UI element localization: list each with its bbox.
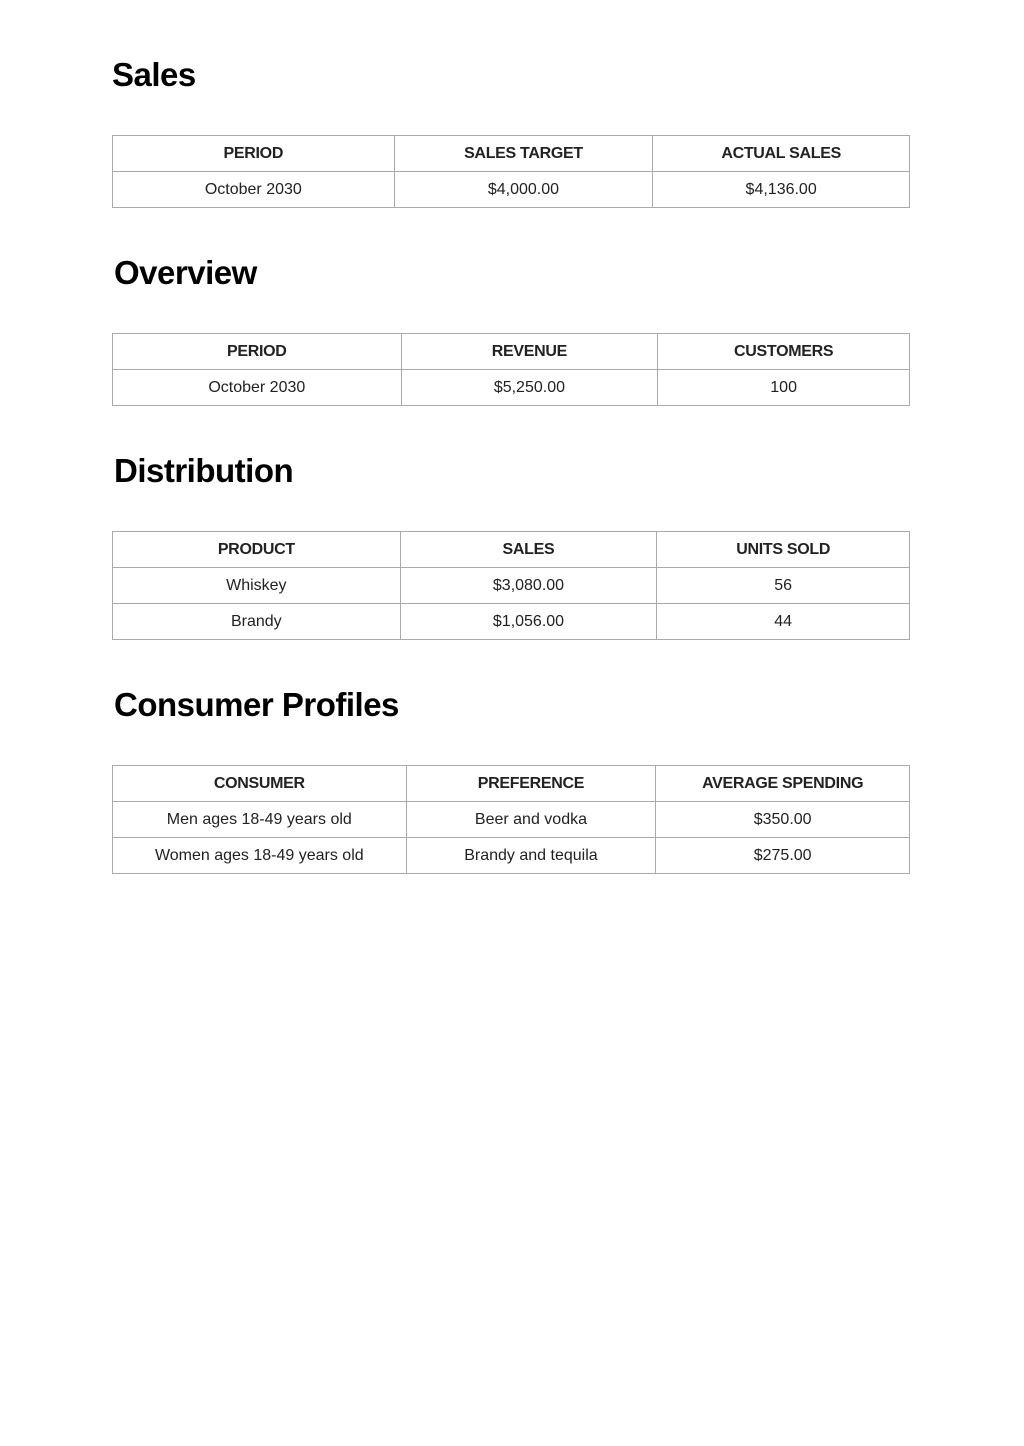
table-header-row: [113, 532, 910, 568]
table-cell: $5,250.00: [401, 370, 658, 406]
table-cell: Men ages 18-49 years old: [113, 802, 407, 838]
table-cell: $275.00: [656, 838, 910, 874]
table-row: [113, 568, 910, 604]
sales-table: [112, 135, 910, 208]
consumer-profiles-table: [112, 765, 910, 874]
column-header: PERIOD: [113, 334, 402, 370]
column-header: CUSTOMERS: [658, 334, 910, 370]
table-header-row: [113, 334, 910, 370]
table-row: [113, 802, 910, 838]
table-cell: $4,000.00: [394, 172, 653, 208]
column-header: PREFERENCE: [406, 766, 656, 802]
table-cell: Brandy and tequila: [406, 838, 656, 874]
table-row: [113, 172, 910, 208]
table-cell: 56: [657, 568, 910, 604]
section-title: Sales: [112, 56, 196, 93]
section-title: Distribution: [114, 452, 294, 489]
table-cell: $350.00: [656, 802, 910, 838]
column-header: REVENUE: [401, 334, 658, 370]
column-header: SALES: [400, 532, 657, 568]
table-cell: $1,056.00: [400, 604, 657, 640]
column-header: AVERAGE SPENDING: [656, 766, 910, 802]
table-cell: Whiskey: [113, 568, 401, 604]
table-cell: $4,136.00: [653, 172, 910, 208]
table-cell: Beer and vodka: [406, 802, 656, 838]
column-header: ACTUAL SALES: [653, 136, 910, 172]
table-cell: Women ages 18-49 years old: [113, 838, 407, 874]
table-cell: 44: [657, 604, 910, 640]
overview-table: [112, 333, 910, 406]
table-row: [113, 370, 910, 406]
table-header-row: [113, 766, 910, 802]
column-header: PRODUCT: [113, 532, 401, 568]
column-header: PERIOD: [113, 136, 395, 172]
table-row: [113, 604, 910, 640]
section-title: Consumer Profiles: [114, 686, 399, 723]
column-header: SALES TARGET: [394, 136, 653, 172]
table-cell: Brandy: [113, 604, 401, 640]
table-cell: $3,080.00: [400, 568, 657, 604]
table-cell: 100: [658, 370, 910, 406]
column-header: UNITS SOLD: [657, 532, 910, 568]
table-row: [113, 838, 910, 874]
column-header: CONSUMER: [113, 766, 407, 802]
table-cell: October 2030: [113, 370, 402, 406]
distribution-table: [112, 531, 910, 640]
table-header-row: [113, 136, 910, 172]
table-cell: October 2030: [113, 172, 395, 208]
section-title: Overview: [114, 254, 257, 291]
